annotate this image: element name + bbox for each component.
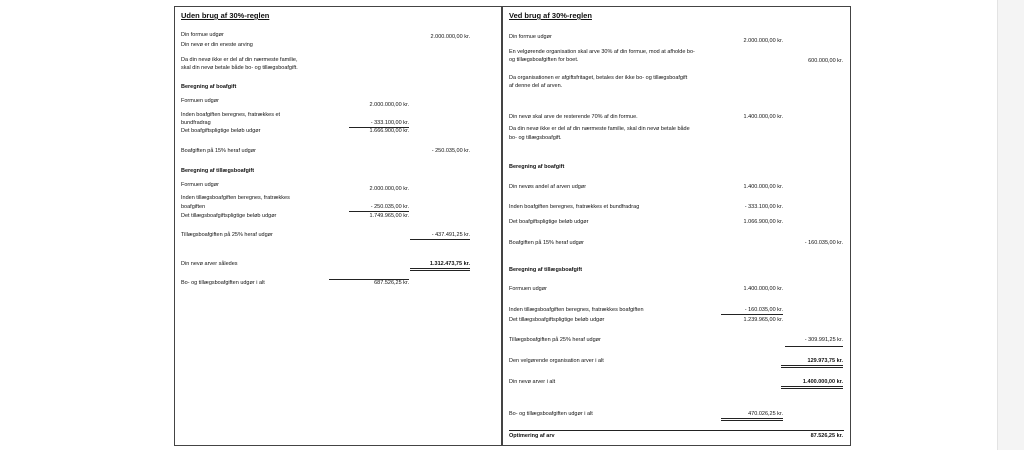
left-arver-value: 1.312.473,75 kr. — [410, 261, 470, 271]
left-bo-afgift-label: Boafgiften på 15% heraf udgør — [181, 148, 256, 154]
left-note-line-1: Da din nevø ikke er del af din nærmeste familie, — [181, 57, 298, 63]
left-arver-label: Din nevø arver således — [181, 261, 238, 267]
left-tillaeg-heading: Beregning af tillægsboafgift — [181, 168, 255, 174]
right-org-arver-label: Den velgørende organisation arver i alt — [509, 358, 604, 364]
right-bo-fradrag-label: Inden boafgiften beregnes, fratrækkes et bundfradrag — [509, 204, 640, 210]
right-t-fradrag-value: - 160.035,00 kr. — [721, 307, 783, 315]
left-total-value: 687.526,25 kr. — [329, 279, 409, 287]
left-boafgift-heading: Beregning af boafgift — [181, 84, 237, 90]
right-t-fradrag-label: Inden tillægsboafgiften beregnes, fratrækkes boafgiften — [509, 307, 644, 313]
right-org-arver-value: 129.973,75 kr. — [781, 358, 843, 368]
right-title: Ved brug af 30%-reglen — [509, 11, 592, 20]
right-org-line-1: En velgørende organisation skal arve 30% af din formue, mod at afholde bo- — [509, 49, 695, 55]
right-boafgift-heading: Beregning af boafgift — [509, 164, 565, 170]
right-tillaeg-heading: Beregning af tillægsboafgift — [509, 267, 583, 273]
left-t-afgift-value: - 437.491,25 kr. — [410, 232, 470, 240]
left-bo-formuen-value: 2.000.000,00 kr. — [369, 102, 409, 108]
right-panel-ved-30-reglen — [501, 6, 851, 446]
left-t-fradrag-value: - 250.035,00 kr. — [349, 204, 409, 212]
right-rest-value: 1.400.000,00 kr. — [743, 114, 783, 120]
scrollbar-track[interactable] — [997, 0, 1024, 450]
right-note-line-1: Da din nevø ikke er del af din nærmeste familie, skal din nevø betale både — [509, 126, 690, 132]
left-eneste-arving: Din nevø er din eneste arving — [181, 42, 253, 48]
right-opt-value: 87.526,25 kr. — [810, 433, 843, 439]
left-bo-pligtigt-value: 1.666.900,00 kr. — [369, 128, 409, 134]
right-fri-line-2: af denne del af arven. — [509, 83, 563, 89]
right-fri-line-1: Da organisationen er afgiftsfritaget, betales der ikke bo- og tillægsboafgift — [509, 75, 688, 81]
left-t-afgift-label: Tillægsboafgiften på 25% heraf udgør — [181, 232, 273, 238]
left-formue-value: 2.000.000,00 kr. — [430, 34, 470, 40]
right-bo-afgift-label: Boafgiften på 15% heraf udgør — [509, 240, 584, 246]
right-nevo-arver-value: 1.400.000,00 kr. — [781, 379, 843, 389]
left-panel-uden-30-reglen — [174, 6, 501, 446]
left-t-pligtigt-label: Det tillægsboafgiftspligtige beløb udgør — [181, 213, 277, 219]
right-t-formuen-value: 1.400.000,00 kr. — [743, 286, 783, 292]
right-bo-pligtigt-label: Det boafgiftspligtige beløb udgør — [509, 219, 589, 225]
right-org-line-2: og tillægsboafgiften for boet. — [509, 57, 579, 63]
left-bo-pligtigt-label: Det boafgiftspligtige beløb udgør — [181, 128, 261, 134]
left-total-label: Bo- og tillægsboafgiften udgør i alt — [181, 280, 265, 286]
left-t-fradrag-label-1: Inden tillægsboafgiften beregnes, fratrækkes — [181, 195, 290, 201]
right-note-line-2: bo- og tillægsboafgift. — [509, 135, 562, 141]
right-org-value: 600.000,00 kr. — [808, 58, 843, 64]
left-bo-fradrag-value: - 333.100,00 kr. — [349, 120, 409, 128]
left-title: Uden brug af 30%-reglen — [181, 11, 270, 20]
right-rest-label: Din nevø skal arve de resterende 70% af din formue. — [509, 114, 638, 120]
left-t-formuen-label: Formuen udgør — [181, 182, 219, 188]
right-nevo-arver-label: Din nevø arver i alt — [509, 379, 556, 385]
right-t-pligtigt-value: 1.239.965,00 kr. — [743, 317, 783, 323]
right-opt-rule — [509, 430, 844, 431]
right-formue-value: 2.000.000,00 kr. — [743, 38, 783, 44]
right-bo-andel-value: 1.400.000,00 kr. — [743, 184, 783, 190]
left-t-formuen-value: 2.000.000,00 kr. — [369, 186, 409, 192]
right-bo-afgift-value: - 160.035,00 kr. — [804, 240, 843, 246]
left-bo-fradrag-label-2: bundfradrag — [181, 120, 211, 126]
right-total-value: 470.026,25 kr. — [721, 411, 783, 421]
left-t-pligtigt-value: 1.749.965,00 kr. — [369, 213, 409, 219]
right-formue-label: Din formue udgør — [509, 34, 552, 40]
right-bo-andel-label: Din nevøs andel af arven udgør — [509, 184, 587, 190]
right-t-afgift-rule — [785, 346, 843, 347]
left-bo-fradrag-label-1: Inden boafgiften beregnes, fratrækkes et — [181, 112, 281, 118]
left-note-line-2: skal din nevø betale både bo- og tillægsboafgift. — [181, 65, 298, 71]
right-bo-pligtigt-value: 1.066.900,00 kr. — [743, 219, 783, 225]
right-t-afgift-label: Tillægsboafgiften på 25% heraf udgør — [509, 337, 601, 343]
left-formue-label: Din formue udgør — [181, 32, 224, 38]
left-bo-formuen-label: Formuen udgør — [181, 98, 219, 104]
left-t-fradrag-label-2: boafgiften — [181, 204, 206, 210]
left-bo-afgift-value: - 250.035,00 kr. — [431, 148, 470, 154]
right-t-afgift-value: - 309.991,25 kr. — [804, 337, 843, 343]
right-opt-label: Optimering af arv — [509, 433, 555, 439]
right-bo-fradrag-value: - 333.100,00 kr. — [744, 204, 783, 210]
right-t-pligtigt-label: Det tillægsboafgiftspligtige beløb udgør — [509, 317, 605, 323]
right-t-formuen-label: Formuen udgør — [509, 286, 547, 292]
right-total-label: Bo- og tillægsboafgiften udgør i alt — [509, 411, 593, 417]
